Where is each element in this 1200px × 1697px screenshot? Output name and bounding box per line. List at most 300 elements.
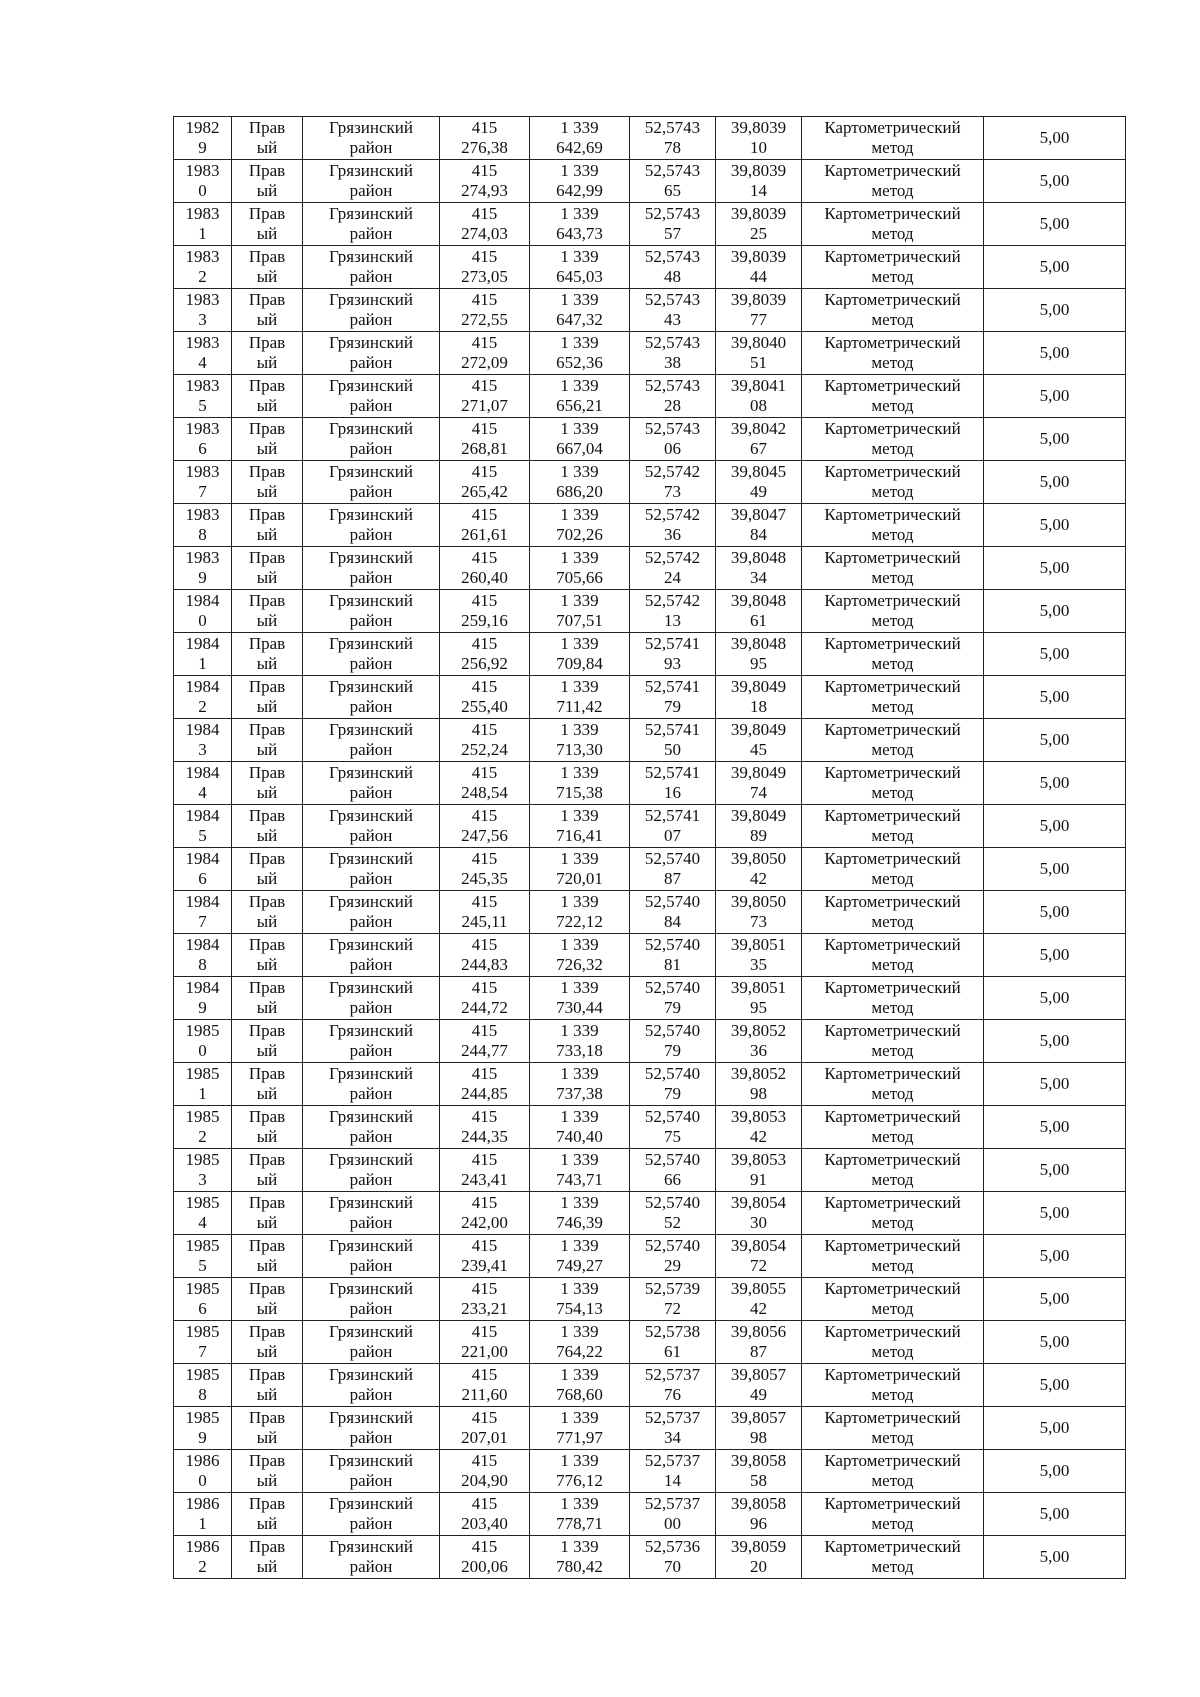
method-cell xyxy=(802,934,984,977)
coord-y-cell xyxy=(530,1149,630,1192)
coord-y-cell xyxy=(530,203,630,246)
accuracy-text: 5,00 xyxy=(1039,558,1070,577)
coord-y-cell xyxy=(530,762,630,805)
accuracy-text: 5,00 xyxy=(1039,859,1070,878)
district-cell xyxy=(303,1278,440,1321)
method-text: Картометрический метод xyxy=(824,1064,961,1103)
accuracy-text: 5,00 xyxy=(1039,945,1070,964)
table-row xyxy=(174,203,1126,246)
coord-x-cell xyxy=(440,590,530,633)
point-number-cell xyxy=(174,203,232,246)
longitude-cell xyxy=(716,547,802,590)
coord-y-cell xyxy=(530,1192,630,1235)
district-text: Грязинский район xyxy=(329,1408,413,1447)
method-text: Картометрический метод xyxy=(824,505,961,544)
coord-y-text: 1 339 778,71 xyxy=(556,1494,603,1533)
coord-x-cell xyxy=(440,504,530,547)
latitude-text: 52,5743 78 xyxy=(644,118,701,157)
longitude-cell xyxy=(716,1106,802,1149)
coord-y-text: 1 339 711,42 xyxy=(556,677,603,716)
point-number-cell xyxy=(174,332,232,375)
point-number-text: 1985 2 xyxy=(185,1107,220,1146)
coord-y-text: 1 339 776,12 xyxy=(556,1451,603,1490)
method-text: Картометрический метод xyxy=(824,1193,961,1232)
point-number-text: 1985 0 xyxy=(185,1021,220,1060)
district-cell xyxy=(303,934,440,977)
bank-side-cell xyxy=(232,805,303,848)
latitude-text: 52,5742 24 xyxy=(644,548,701,587)
bank-side-text: Прав ый xyxy=(248,548,286,587)
coord-x-cell xyxy=(440,289,530,332)
longitude-text: 39,8049 45 xyxy=(730,720,787,759)
district-text: Грязинский район xyxy=(329,548,413,587)
method-cell xyxy=(802,1278,984,1321)
coord-x-cell xyxy=(440,891,530,934)
point-number-text: 1986 2 xyxy=(185,1537,220,1576)
coord-y-cell xyxy=(530,547,630,590)
method-cell xyxy=(802,1407,984,1450)
method-cell xyxy=(802,1321,984,1364)
coord-x-text: 415 271,07 xyxy=(461,376,508,415)
district-text: Грязинский район xyxy=(329,1365,413,1404)
longitude-cell xyxy=(716,1192,802,1235)
table-row xyxy=(174,246,1126,289)
district-text: Грязинский район xyxy=(329,634,413,673)
district-cell xyxy=(303,246,440,289)
accuracy-text: 5,00 xyxy=(1039,902,1070,921)
coord-x-cell xyxy=(440,375,530,418)
coord-x-cell xyxy=(440,848,530,891)
district-text: Грязинский район xyxy=(329,204,413,243)
point-number-text: 1985 7 xyxy=(185,1322,220,1361)
coord-y-cell xyxy=(530,590,630,633)
latitude-text: 52,5740 81 xyxy=(644,935,701,974)
district-text: Грязинский район xyxy=(329,1236,413,1275)
table-row xyxy=(174,1278,1126,1321)
bank-side-cell xyxy=(232,246,303,289)
point-number-text: 1983 0 xyxy=(185,161,220,200)
accuracy-cell xyxy=(984,1493,1126,1536)
coord-x-text: 415 259,16 xyxy=(461,591,508,630)
coord-x-text: 415 256,92 xyxy=(461,634,508,673)
bank-side-cell xyxy=(232,1192,303,1235)
accuracy-cell xyxy=(984,762,1126,805)
method-cell xyxy=(802,633,984,676)
coord-y-cell xyxy=(530,332,630,375)
coord-y-cell xyxy=(530,891,630,934)
coord-x-cell xyxy=(440,418,530,461)
method-text: Картометрический метод xyxy=(824,978,961,1017)
point-number-cell xyxy=(174,246,232,289)
method-cell xyxy=(802,1235,984,1278)
longitude-text: 39,8039 44 xyxy=(730,247,787,286)
latitude-text: 52,5740 87 xyxy=(644,849,701,888)
table-row xyxy=(174,1063,1126,1106)
longitude-text: 39,8051 95 xyxy=(730,978,787,1017)
point-number-cell xyxy=(174,547,232,590)
coord-x-text: 415 255,40 xyxy=(461,677,508,716)
accuracy-text: 5,00 xyxy=(1039,1031,1070,1050)
latitude-cell xyxy=(630,891,716,934)
coord-x-cell xyxy=(440,1536,530,1579)
bank-side-cell xyxy=(232,977,303,1020)
coord-x-text: 415 221,00 xyxy=(461,1322,508,1361)
district-text: Грязинский район xyxy=(329,892,413,931)
bank-side-text: Прав ый xyxy=(248,720,286,759)
district-text: Грязинский район xyxy=(329,161,413,200)
latitude-text: 52,5740 66 xyxy=(644,1150,701,1189)
bank-side-cell xyxy=(232,203,303,246)
coord-y-text: 1 339 716,41 xyxy=(556,806,603,845)
point-number-cell xyxy=(174,1536,232,1579)
longitude-text: 39,8048 34 xyxy=(730,548,787,587)
coord-x-text: 415 233,21 xyxy=(461,1279,508,1318)
district-cell xyxy=(303,1149,440,1192)
coord-x-cell xyxy=(440,762,530,805)
longitude-cell xyxy=(716,1235,802,1278)
coord-y-text: 1 339 715,38 xyxy=(556,763,603,802)
accuracy-cell xyxy=(984,160,1126,203)
latitude-text: 52,5742 73 xyxy=(644,462,701,501)
bank-side-text: Прав ый xyxy=(248,290,286,329)
district-text: Грязинский район xyxy=(329,1107,413,1146)
table-row xyxy=(174,633,1126,676)
latitude-cell xyxy=(630,289,716,332)
bank-side-text: Прав ый xyxy=(248,1322,286,1361)
latitude-text: 52,5743 43 xyxy=(644,290,701,329)
table-row xyxy=(174,977,1126,1020)
method-text: Картометрический метод xyxy=(824,1408,961,1447)
district-text: Грязинский район xyxy=(329,505,413,544)
coord-y-cell xyxy=(530,633,630,676)
coord-y-text: 1 339 740,40 xyxy=(556,1107,603,1146)
district-text: Грязинский район xyxy=(329,1322,413,1361)
accuracy-text: 5,00 xyxy=(1039,515,1070,534)
latitude-cell xyxy=(630,203,716,246)
point-number-cell xyxy=(174,1149,232,1192)
coord-x-cell xyxy=(440,805,530,848)
coordinates-table xyxy=(173,116,1126,1579)
method-text: Картометрический метод xyxy=(824,419,961,458)
coord-y-cell xyxy=(530,461,630,504)
coord-y-cell xyxy=(530,246,630,289)
table-row xyxy=(174,719,1126,762)
coord-x-text: 415 244,83 xyxy=(461,935,508,974)
point-number-text: 1984 4 xyxy=(185,763,220,802)
method-text: Картометрический метод xyxy=(824,333,961,372)
accuracy-text: 5,00 xyxy=(1039,1117,1070,1136)
district-text: Грязинский район xyxy=(329,763,413,802)
bank-side-cell xyxy=(232,891,303,934)
district-cell xyxy=(303,375,440,418)
point-number-cell xyxy=(174,977,232,1020)
latitude-cell xyxy=(630,1106,716,1149)
bank-side-cell xyxy=(232,633,303,676)
point-number-cell xyxy=(174,1364,232,1407)
district-cell xyxy=(303,1192,440,1235)
point-number-text: 1984 2 xyxy=(185,677,220,716)
accuracy-cell xyxy=(984,504,1126,547)
method-text: Картометрический метод xyxy=(824,247,961,286)
accuracy-cell xyxy=(984,1407,1126,1450)
longitude-text: 39,8054 72 xyxy=(730,1236,787,1275)
bank-side-cell xyxy=(232,1020,303,1063)
district-cell xyxy=(303,547,440,590)
method-text: Картометрический метод xyxy=(824,806,961,845)
bank-side-text: Прав ый xyxy=(248,1107,286,1146)
coord-x-cell xyxy=(440,1192,530,1235)
coord-x-text: 415 242,00 xyxy=(461,1193,508,1232)
method-cell xyxy=(802,117,984,160)
district-text: Грязинский район xyxy=(329,1021,413,1060)
point-number-cell xyxy=(174,1235,232,1278)
district-cell xyxy=(303,1235,440,1278)
longitude-cell xyxy=(716,117,802,160)
point-number-cell xyxy=(174,418,232,461)
bank-side-text: Прав ый xyxy=(248,1451,286,1490)
table-row xyxy=(174,461,1126,504)
latitude-cell xyxy=(630,805,716,848)
bank-side-cell xyxy=(232,160,303,203)
accuracy-cell xyxy=(984,977,1126,1020)
district-cell xyxy=(303,762,440,805)
coord-y-cell xyxy=(530,1278,630,1321)
table-row xyxy=(174,504,1126,547)
latitude-cell xyxy=(630,1536,716,1579)
longitude-text: 39,8050 73 xyxy=(730,892,787,931)
accuracy-text: 5,00 xyxy=(1039,601,1070,620)
bank-side-cell xyxy=(232,1278,303,1321)
coord-x-cell xyxy=(440,1235,530,1278)
latitude-cell xyxy=(630,1235,716,1278)
latitude-text: 52,5740 79 xyxy=(644,1064,701,1103)
longitude-text: 39,8049 89 xyxy=(730,806,787,845)
bank-side-text: Прав ый xyxy=(248,1236,286,1275)
accuracy-text: 5,00 xyxy=(1039,1547,1070,1566)
accuracy-cell xyxy=(984,1364,1126,1407)
method-text: Картометрический метод xyxy=(824,763,961,802)
latitude-text: 52,5741 50 xyxy=(644,720,701,759)
latitude-text: 52,5740 84 xyxy=(644,892,701,931)
method-text: Картометрический метод xyxy=(824,1365,961,1404)
coord-x-text: 415 260,40 xyxy=(461,548,508,587)
district-cell xyxy=(303,848,440,891)
latitude-text: 52,5740 79 xyxy=(644,978,701,1017)
latitude-text: 52,5741 16 xyxy=(644,763,701,802)
coord-y-cell xyxy=(530,1235,630,1278)
accuracy-cell xyxy=(984,547,1126,590)
coord-y-cell xyxy=(530,676,630,719)
bank-side-text: Прав ый xyxy=(248,806,286,845)
accuracy-text: 5,00 xyxy=(1039,1074,1070,1093)
coord-y-text: 1 339 733,18 xyxy=(556,1021,603,1060)
method-cell xyxy=(802,418,984,461)
coord-y-cell xyxy=(530,848,630,891)
bank-side-text: Прав ый xyxy=(248,935,286,974)
longitude-cell xyxy=(716,1149,802,1192)
coord-x-cell xyxy=(440,1063,530,1106)
method-text: Картометрический метод xyxy=(824,935,961,974)
table-body xyxy=(174,117,1126,1579)
longitude-cell xyxy=(716,934,802,977)
bank-side-text: Прав ый xyxy=(248,161,286,200)
accuracy-text: 5,00 xyxy=(1039,1332,1070,1351)
method-text: Картометрический метод xyxy=(824,892,961,931)
method-cell xyxy=(802,977,984,1020)
latitude-text: 52,5741 79 xyxy=(644,677,701,716)
bank-side-cell xyxy=(232,676,303,719)
bank-side-cell xyxy=(232,1321,303,1364)
latitude-text: 52,5739 72 xyxy=(644,1279,701,1318)
coord-x-cell xyxy=(440,1321,530,1364)
district-cell xyxy=(303,633,440,676)
table-row xyxy=(174,1493,1126,1536)
latitude-text: 52,5742 13 xyxy=(644,591,701,630)
accuracy-cell xyxy=(984,1020,1126,1063)
point-number-text: 1984 6 xyxy=(185,849,220,888)
method-cell xyxy=(802,848,984,891)
longitude-cell xyxy=(716,375,802,418)
district-text: Грязинский район xyxy=(329,1451,413,1490)
method-cell xyxy=(802,547,984,590)
point-number-cell xyxy=(174,1278,232,1321)
table-row xyxy=(174,848,1126,891)
coord-x-text: 415 244,85 xyxy=(461,1064,508,1103)
point-number-text: 1983 2 xyxy=(185,247,220,286)
district-text: Грязинский район xyxy=(329,376,413,415)
longitude-cell xyxy=(716,633,802,676)
coord-x-cell xyxy=(440,1450,530,1493)
latitude-cell xyxy=(630,977,716,1020)
district-cell xyxy=(303,1063,440,1106)
method-cell xyxy=(802,332,984,375)
bank-side-cell xyxy=(232,719,303,762)
table-row xyxy=(174,1106,1126,1149)
longitude-cell xyxy=(716,1020,802,1063)
longitude-cell xyxy=(716,762,802,805)
accuracy-text: 5,00 xyxy=(1039,988,1070,1007)
bank-side-cell xyxy=(232,934,303,977)
coord-x-text: 415 245,11 xyxy=(461,892,508,931)
coord-x-cell xyxy=(440,1020,530,1063)
point-number-text: 1983 4 xyxy=(185,333,220,372)
accuracy-cell xyxy=(984,934,1126,977)
coord-y-text: 1 339 730,44 xyxy=(556,978,603,1017)
district-cell xyxy=(303,1493,440,1536)
bank-side-text: Прав ый xyxy=(248,505,286,544)
accuracy-text: 5,00 xyxy=(1039,1418,1070,1437)
district-cell xyxy=(303,1450,440,1493)
point-number-cell xyxy=(174,1321,232,1364)
bank-side-cell xyxy=(232,332,303,375)
point-number-text: 1984 0 xyxy=(185,591,220,630)
coord-x-text: 415 203,40 xyxy=(461,1494,508,1533)
method-cell xyxy=(802,375,984,418)
method-cell xyxy=(802,1149,984,1192)
method-text: Картометрический метод xyxy=(824,1537,961,1576)
accuracy-text: 5,00 xyxy=(1039,687,1070,706)
point-number-text: 1985 3 xyxy=(185,1150,220,1189)
coord-y-cell xyxy=(530,160,630,203)
district-cell xyxy=(303,977,440,1020)
latitude-text: 52,5740 79 xyxy=(644,1021,701,1060)
point-number-text: 1984 8 xyxy=(185,935,220,974)
longitude-cell xyxy=(716,1450,802,1493)
accuracy-cell xyxy=(984,848,1126,891)
coord-y-text: 1 339 768,60 xyxy=(556,1365,603,1404)
method-cell xyxy=(802,461,984,504)
coord-y-text: 1 339 771,97 xyxy=(556,1408,603,1447)
district-cell xyxy=(303,117,440,160)
bank-side-text: Прав ый xyxy=(248,247,286,286)
coord-y-cell xyxy=(530,1536,630,1579)
latitude-cell xyxy=(630,762,716,805)
method-cell xyxy=(802,1063,984,1106)
point-number-text: 1985 6 xyxy=(185,1279,220,1318)
coord-x-text: 415 211,60 xyxy=(461,1365,508,1404)
district-text: Грязинский район xyxy=(329,1537,413,1576)
coord-y-text: 1 339 686,20 xyxy=(556,462,603,501)
point-number-cell xyxy=(174,1407,232,1450)
longitude-text: 39,8047 84 xyxy=(730,505,787,544)
longitude-text: 39,8056 87 xyxy=(730,1322,787,1361)
coord-y-text: 1 339 647,32 xyxy=(556,290,603,329)
longitude-text: 39,8050 42 xyxy=(730,849,787,888)
longitude-cell xyxy=(716,1493,802,1536)
district-text: Грязинский район xyxy=(329,935,413,974)
point-number-cell xyxy=(174,1020,232,1063)
longitude-text: 39,8057 49 xyxy=(730,1365,787,1404)
coord-y-text: 1 339 746,39 xyxy=(556,1193,603,1232)
longitude-text: 39,8049 74 xyxy=(730,763,787,802)
bank-side-cell xyxy=(232,1063,303,1106)
bank-side-text: Прав ый xyxy=(248,1150,286,1189)
longitude-text: 39,8057 98 xyxy=(730,1408,787,1447)
point-number-text: 1985 8 xyxy=(185,1365,220,1404)
method-text: Картометрический метод xyxy=(824,161,961,200)
bank-side-cell xyxy=(232,848,303,891)
longitude-text: 39,8045 49 xyxy=(730,462,787,501)
latitude-cell xyxy=(630,332,716,375)
coord-y-text: 1 339 737,38 xyxy=(556,1064,603,1103)
accuracy-text: 5,00 xyxy=(1039,128,1070,147)
district-text: Грязинский район xyxy=(329,1150,413,1189)
coord-y-cell xyxy=(530,719,630,762)
coord-y-cell xyxy=(530,1450,630,1493)
point-number-text: 1985 5 xyxy=(185,1236,220,1275)
latitude-cell xyxy=(630,375,716,418)
longitude-cell xyxy=(716,1364,802,1407)
latitude-text: 52,5737 34 xyxy=(644,1408,701,1447)
method-cell xyxy=(802,203,984,246)
district-cell xyxy=(303,676,440,719)
coord-x-text: 415 239,41 xyxy=(461,1236,508,1275)
method-cell xyxy=(802,1020,984,1063)
method-cell xyxy=(802,891,984,934)
coord-x-text: 415 272,55 xyxy=(461,290,508,329)
coord-x-text: 415 200,06 xyxy=(461,1537,508,1576)
table-row xyxy=(174,1149,1126,1192)
accuracy-cell xyxy=(984,117,1126,160)
bank-side-text: Прав ый xyxy=(248,1064,286,1103)
point-number-text: 1983 9 xyxy=(185,548,220,587)
bank-side-cell xyxy=(232,1235,303,1278)
point-number-text: 1983 7 xyxy=(185,462,220,501)
method-text: Картометрический метод xyxy=(824,1451,961,1490)
accuracy-cell xyxy=(984,289,1126,332)
point-number-cell xyxy=(174,719,232,762)
accuracy-cell xyxy=(984,461,1126,504)
